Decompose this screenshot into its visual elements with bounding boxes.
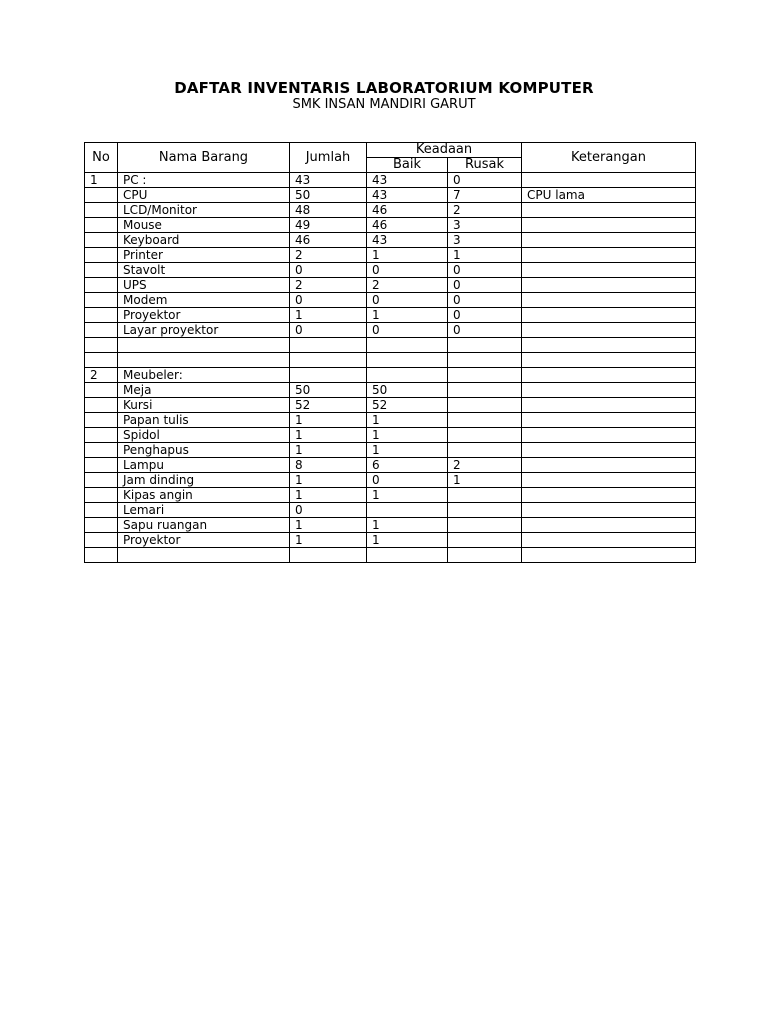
- cell-nama-barang: Kipas angin: [118, 488, 290, 503]
- header-keterangan: Keterangan: [522, 143, 696, 173]
- cell-nama-barang: Layar proyektor: [118, 323, 290, 338]
- header-baik: Baik: [367, 158, 448, 173]
- cell-jumlah: [290, 368, 367, 383]
- cell-baik: [367, 503, 448, 518]
- table-row: [85, 248, 696, 263]
- cell-baik: 0: [367, 473, 448, 488]
- cell-nama-barang: Printer: [118, 248, 290, 263]
- table-row: [85, 203, 696, 218]
- table-row: [85, 458, 696, 473]
- cell-rusak: [448, 368, 522, 383]
- cell-nama-barang: Penghapus: [118, 443, 290, 458]
- cell-keterangan: [522, 248, 696, 263]
- cell-jumlah: [290, 353, 367, 368]
- cell-keterangan: [522, 323, 696, 338]
- cell-no: [85, 218, 118, 233]
- table-row: [85, 338, 696, 353]
- cell-nama-barang: CPU: [118, 188, 290, 203]
- header-no: No: [85, 143, 118, 173]
- table-row: [85, 293, 696, 308]
- cell-baik: 0: [367, 323, 448, 338]
- cell-no: [85, 398, 118, 413]
- cell-baik: 1: [367, 428, 448, 443]
- cell-rusak: 0: [448, 278, 522, 293]
- cell-keterangan: [522, 518, 696, 533]
- cell-keterangan: [522, 203, 696, 218]
- cell-jumlah: 48: [290, 203, 367, 218]
- table-row: [85, 233, 696, 248]
- table-row: [85, 548, 696, 563]
- table-row: [85, 383, 696, 398]
- cell-rusak: 1: [448, 473, 522, 488]
- cell-rusak: 0: [448, 323, 522, 338]
- cell-nama-barang: LCD/Monitor: [118, 203, 290, 218]
- cell-baik: 1: [367, 533, 448, 548]
- cell-keterangan: CPU lama: [522, 188, 696, 203]
- table-row: [85, 308, 696, 323]
- cell-no: [85, 473, 118, 488]
- cell-jumlah: 1: [290, 413, 367, 428]
- cell-no: [85, 503, 118, 518]
- cell-baik: 0: [367, 263, 448, 278]
- cell-rusak: [448, 398, 522, 413]
- cell-jumlah: 2: [290, 248, 367, 263]
- cell-keterangan: [522, 218, 696, 233]
- cell-no: [85, 458, 118, 473]
- cell-no: [85, 308, 118, 323]
- cell-nama-barang: [118, 338, 290, 353]
- cell-keterangan: [522, 488, 696, 503]
- cell-jumlah: 0: [290, 293, 367, 308]
- cell-no: [85, 443, 118, 458]
- cell-baik: 52: [367, 398, 448, 413]
- cell-baik: [367, 368, 448, 383]
- cell-rusak: [448, 413, 522, 428]
- cell-rusak: 0: [448, 263, 522, 278]
- cell-jumlah: 0: [290, 503, 367, 518]
- cell-rusak: [448, 533, 522, 548]
- cell-rusak: 0: [448, 308, 522, 323]
- table-row: [85, 188, 696, 203]
- cell-no: [85, 383, 118, 398]
- table-row: [85, 443, 696, 458]
- table-row: [85, 278, 696, 293]
- cell-jumlah: 1: [290, 473, 367, 488]
- table-body: [85, 173, 696, 563]
- cell-jumlah: 46: [290, 233, 367, 248]
- cell-keterangan: [522, 233, 696, 248]
- cell-keterangan: [522, 338, 696, 353]
- cell-nama-barang: Meubeler:: [118, 368, 290, 383]
- cell-no: [85, 293, 118, 308]
- cell-no: [85, 263, 118, 278]
- cell-jumlah: 0: [290, 323, 367, 338]
- cell-rusak: 0: [448, 293, 522, 308]
- cell-keterangan: [522, 413, 696, 428]
- cell-jumlah: 1: [290, 533, 367, 548]
- cell-rusak: [448, 443, 522, 458]
- cell-no: [85, 248, 118, 263]
- cell-baik: 1: [367, 443, 448, 458]
- cell-jumlah: 50: [290, 188, 367, 203]
- cell-nama-barang: Lampu: [118, 458, 290, 473]
- cell-jumlah: 1: [290, 443, 367, 458]
- cell-jumlah: [290, 338, 367, 353]
- cell-keterangan: [522, 263, 696, 278]
- cell-jumlah: 8: [290, 458, 367, 473]
- cell-keterangan: [522, 173, 696, 188]
- table-row: [85, 398, 696, 413]
- cell-nama-barang: [118, 353, 290, 368]
- cell-jumlah: 0: [290, 263, 367, 278]
- cell-no: [85, 533, 118, 548]
- cell-baik: 1: [367, 248, 448, 263]
- cell-rusak: [448, 338, 522, 353]
- cell-keterangan: [522, 278, 696, 293]
- inventory-table: [84, 142, 696, 563]
- cell-no: 1: [85, 173, 118, 188]
- cell-baik: 1: [367, 308, 448, 323]
- cell-no: [85, 548, 118, 563]
- table-row: [85, 353, 696, 368]
- cell-nama-barang: Meja: [118, 383, 290, 398]
- cell-nama-barang: UPS: [118, 278, 290, 293]
- cell-jumlah: 2: [290, 278, 367, 293]
- cell-no: [85, 188, 118, 203]
- table-row: [85, 473, 696, 488]
- cell-jumlah: 49: [290, 218, 367, 233]
- cell-rusak: [448, 383, 522, 398]
- cell-jumlah: 43: [290, 173, 367, 188]
- cell-keterangan: [522, 353, 696, 368]
- cell-no: [85, 203, 118, 218]
- cell-baik: 50: [367, 383, 448, 398]
- header-nama-barang: Nama Barang: [118, 143, 290, 173]
- header-keadaan: Keadaan: [367, 143, 522, 158]
- cell-rusak: 7: [448, 188, 522, 203]
- cell-keterangan: [522, 443, 696, 458]
- cell-keterangan: [522, 548, 696, 563]
- cell-jumlah: 50: [290, 383, 367, 398]
- table-row: [85, 323, 696, 338]
- table-row: [85, 218, 696, 233]
- cell-rusak: [448, 548, 522, 563]
- cell-nama-barang: Sapu ruangan: [118, 518, 290, 533]
- table-row: [85, 173, 696, 188]
- cell-keterangan: [522, 383, 696, 398]
- cell-keterangan: [522, 293, 696, 308]
- cell-rusak: [448, 503, 522, 518]
- table-header: [85, 143, 696, 173]
- cell-nama-barang: [118, 548, 290, 563]
- table-row: [85, 413, 696, 428]
- cell-baik: [367, 548, 448, 563]
- table-row: [85, 263, 696, 278]
- cell-jumlah: 1: [290, 428, 367, 443]
- cell-no: [85, 413, 118, 428]
- cell-nama-barang: Mouse: [118, 218, 290, 233]
- cell-jumlah: 52: [290, 398, 367, 413]
- cell-jumlah: 1: [290, 488, 367, 503]
- cell-baik: 43: [367, 188, 448, 203]
- cell-rusak: 0: [448, 173, 522, 188]
- cell-rusak: [448, 428, 522, 443]
- cell-nama-barang: Proyektor: [118, 533, 290, 548]
- cell-rusak: [448, 353, 522, 368]
- table-row: [85, 503, 696, 518]
- cell-rusak: 3: [448, 233, 522, 248]
- cell-no: [85, 233, 118, 248]
- cell-baik: 0: [367, 293, 448, 308]
- page-subtitle: SMK INSAN MANDIRI GARUT: [292, 97, 476, 112]
- cell-keterangan: [522, 458, 696, 473]
- cell-keterangan: [522, 503, 696, 518]
- header-rusak: Rusak: [448, 158, 522, 173]
- cell-baik: 1: [367, 518, 448, 533]
- cell-nama-barang: Keyboard: [118, 233, 290, 248]
- cell-jumlah: [290, 548, 367, 563]
- cell-baik: 1: [367, 413, 448, 428]
- cell-baik: 46: [367, 203, 448, 218]
- cell-nama-barang: PC :: [118, 173, 290, 188]
- cell-baik: 46: [367, 218, 448, 233]
- cell-rusak: 1: [448, 248, 522, 263]
- table-row: [85, 533, 696, 548]
- cell-baik: 6: [367, 458, 448, 473]
- cell-keterangan: [522, 428, 696, 443]
- cell-no: [85, 488, 118, 503]
- cell-no: [85, 323, 118, 338]
- cell-rusak: [448, 518, 522, 533]
- cell-jumlah: 1: [290, 518, 367, 533]
- cell-rusak: 3: [448, 218, 522, 233]
- cell-nama-barang: Modem: [118, 293, 290, 308]
- cell-nama-barang: Spidol: [118, 428, 290, 443]
- cell-no: [85, 518, 118, 533]
- cell-nama-barang: Kursi: [118, 398, 290, 413]
- cell-keterangan: [522, 368, 696, 383]
- cell-no: [85, 428, 118, 443]
- cell-rusak: 2: [448, 203, 522, 218]
- cell-keterangan: [522, 473, 696, 488]
- cell-nama-barang: Proyektor: [118, 308, 290, 323]
- cell-keterangan: [522, 533, 696, 548]
- cell-rusak: 2: [448, 458, 522, 473]
- cell-baik: 43: [367, 233, 448, 248]
- header-jumlah: Jumlah: [290, 143, 367, 173]
- cell-nama-barang: Stavolt: [118, 263, 290, 278]
- cell-jumlah: 1: [290, 308, 367, 323]
- cell-nama-barang: Jam dinding: [118, 473, 290, 488]
- table-row: [85, 518, 696, 533]
- cell-no: [85, 278, 118, 293]
- cell-no: 2: [85, 368, 118, 383]
- cell-baik: [367, 353, 448, 368]
- table-row: [85, 368, 696, 383]
- cell-keterangan: [522, 398, 696, 413]
- cell-keterangan: [522, 308, 696, 323]
- cell-nama-barang: Lemari: [118, 503, 290, 518]
- cell-no: [85, 338, 118, 353]
- cell-baik: 43: [367, 173, 448, 188]
- cell-baik: 2: [367, 278, 448, 293]
- cell-baik: [367, 338, 448, 353]
- page-title: DAFTAR INVENTARIS LABORATORIUM KOMPUTER: [174, 79, 594, 97]
- cell-nama-barang: Papan tulis: [118, 413, 290, 428]
- table-row: [85, 428, 696, 443]
- cell-rusak: [448, 488, 522, 503]
- table-row: [85, 488, 696, 503]
- cell-baik: 1: [367, 488, 448, 503]
- cell-no: [85, 353, 118, 368]
